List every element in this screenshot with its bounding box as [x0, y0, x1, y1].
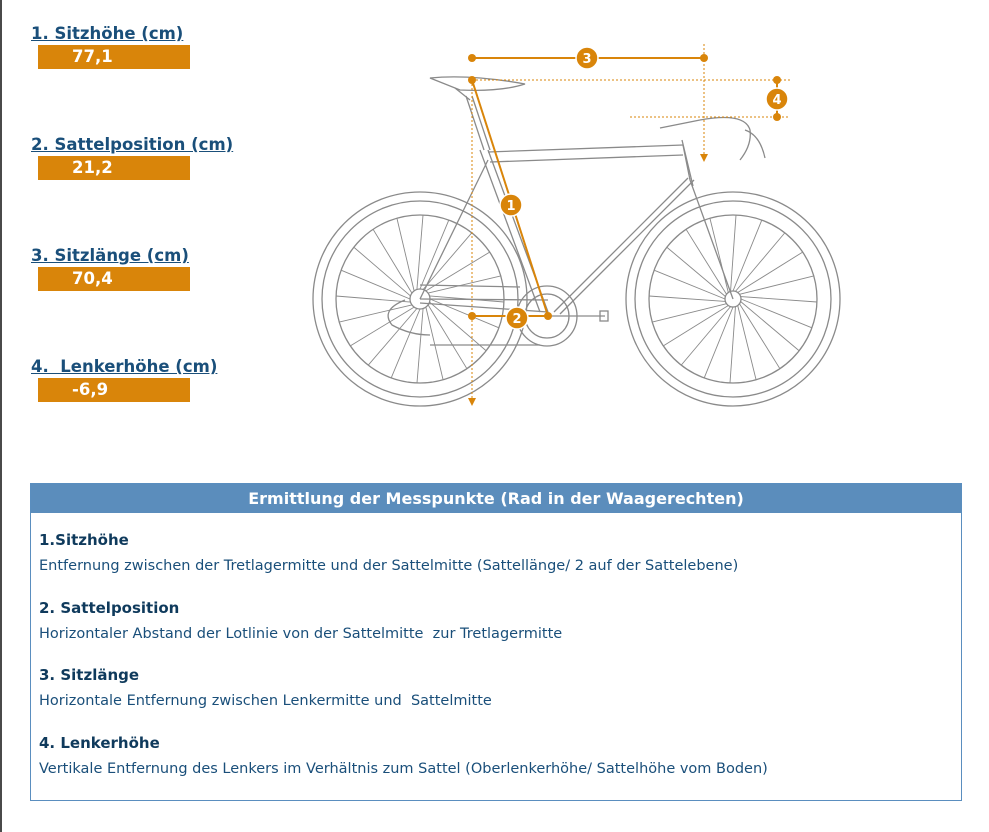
- definition-text: Horizontaler Abstand der Lotlinie von der Sattelmitte zur Tretlagermitte: [39, 626, 563, 642]
- panel-title: Ermittlung der Messpunkte (Rad in der Waagerechten): [31, 484, 961, 513]
- wheel-spoke: [339, 305, 412, 322]
- wheel-spoke: [423, 233, 472, 290]
- wheel-spoke: [741, 297, 817, 302]
- marker-2: [506, 307, 528, 329]
- metric-seat-height: [31, 24, 251, 69]
- marker-3: [576, 47, 598, 69]
- measurement-endpoints: [468, 54, 781, 406]
- wheel-spoke: [681, 307, 730, 366]
- definition-title: 4. Lenkerhöhe: [39, 734, 160, 752]
- marker-label: 4: [772, 93, 782, 108]
- wheel-spoke: [417, 309, 423, 383]
- wheel-spoke: [336, 296, 410, 302]
- metric-value: 77,1: [38, 45, 190, 69]
- wheel-spoke: [652, 304, 726, 322]
- definition-text: Vertikale Entfernung des Lenkers im Verhältnis zum Sattel (Oberlenkerhöhe/ Sattelhöhe vom Boden): [39, 761, 768, 777]
- wheel-spoke: [430, 299, 499, 328]
- marker-label: 1: [506, 199, 516, 214]
- wheel-spoke: [341, 270, 410, 299]
- wheel-spoke: [710, 218, 728, 292]
- metric-value: -6,9: [38, 378, 190, 402]
- wheel-spoke: [741, 301, 800, 350]
- metric-handlebar-height: [31, 357, 251, 402]
- wheel-spoke: [368, 309, 417, 366]
- wheel-spoke: [354, 247, 411, 296]
- wheel-spoke: [430, 302, 487, 351]
- bike-geometry-diagram: [300, 36, 860, 416]
- wheel-spoke: [731, 215, 736, 291]
- wheel-spoke: [735, 233, 784, 292]
- definition-text: Horizontale Entfernung zwischen Lenkermitte und Sattelmitte: [39, 693, 492, 709]
- metric-label[interactable]: 1. Sitzhöhe (cm): [31, 24, 184, 43]
- marker-4: [766, 88, 788, 110]
- marker-label: 3: [582, 52, 592, 67]
- left-border: [0, 0, 2, 832]
- wheel-spoke: [426, 307, 443, 380]
- wheel-spoke: [649, 296, 725, 301]
- wheel-spoke: [397, 218, 414, 291]
- metric-value: 70,4: [38, 267, 190, 291]
- wheel-spoke: [373, 229, 412, 293]
- marker-1: [500, 194, 522, 216]
- metric-label[interactable]: 2. Sattelposition (cm): [31, 135, 234, 154]
- wheel-spoke: [417, 215, 423, 289]
- definition-saddle-position: [39, 598, 562, 644]
- metric-seat-length: [31, 246, 251, 291]
- metric-label[interactable]: 4. Lenkerhöhe (cm): [31, 357, 218, 376]
- wheel-spoke: [391, 309, 420, 378]
- definition-title: 2. Sattelposition: [39, 599, 180, 617]
- definition-handlebar-height: [39, 733, 768, 779]
- metric-label[interactable]: 3. Sitzlänge (cm): [31, 246, 189, 265]
- wheel-spoke: [350, 307, 414, 346]
- wheel-spoke: [428, 276, 501, 293]
- definition-seat-height: [39, 530, 738, 576]
- metric-saddle-position: [31, 135, 251, 180]
- definition-text: Entfernung zwischen der Tretlagermitte und der Sattelmitte (Sattellänge/ 2 auf der Sattelebene): [39, 558, 739, 574]
- wheel-spoke: [730, 307, 735, 383]
- definition-title: 3. Sitzlänge: [39, 666, 140, 684]
- wheel-spoke: [420, 220, 449, 289]
- definition-seat-length: [39, 665, 492, 711]
- measurement-definitions-panel: [30, 483, 962, 801]
- wheel-spoke: [739, 276, 813, 294]
- definition-title: 1.Sitzhöhe: [39, 531, 129, 549]
- measurement-lines: [472, 44, 790, 405]
- wheel-spoke: [428, 305, 467, 369]
- metric-value: 21,2: [38, 156, 190, 180]
- marker-label: 2: [512, 312, 522, 327]
- wheel-spoke: [738, 305, 756, 379]
- bike-frame: [313, 77, 840, 406]
